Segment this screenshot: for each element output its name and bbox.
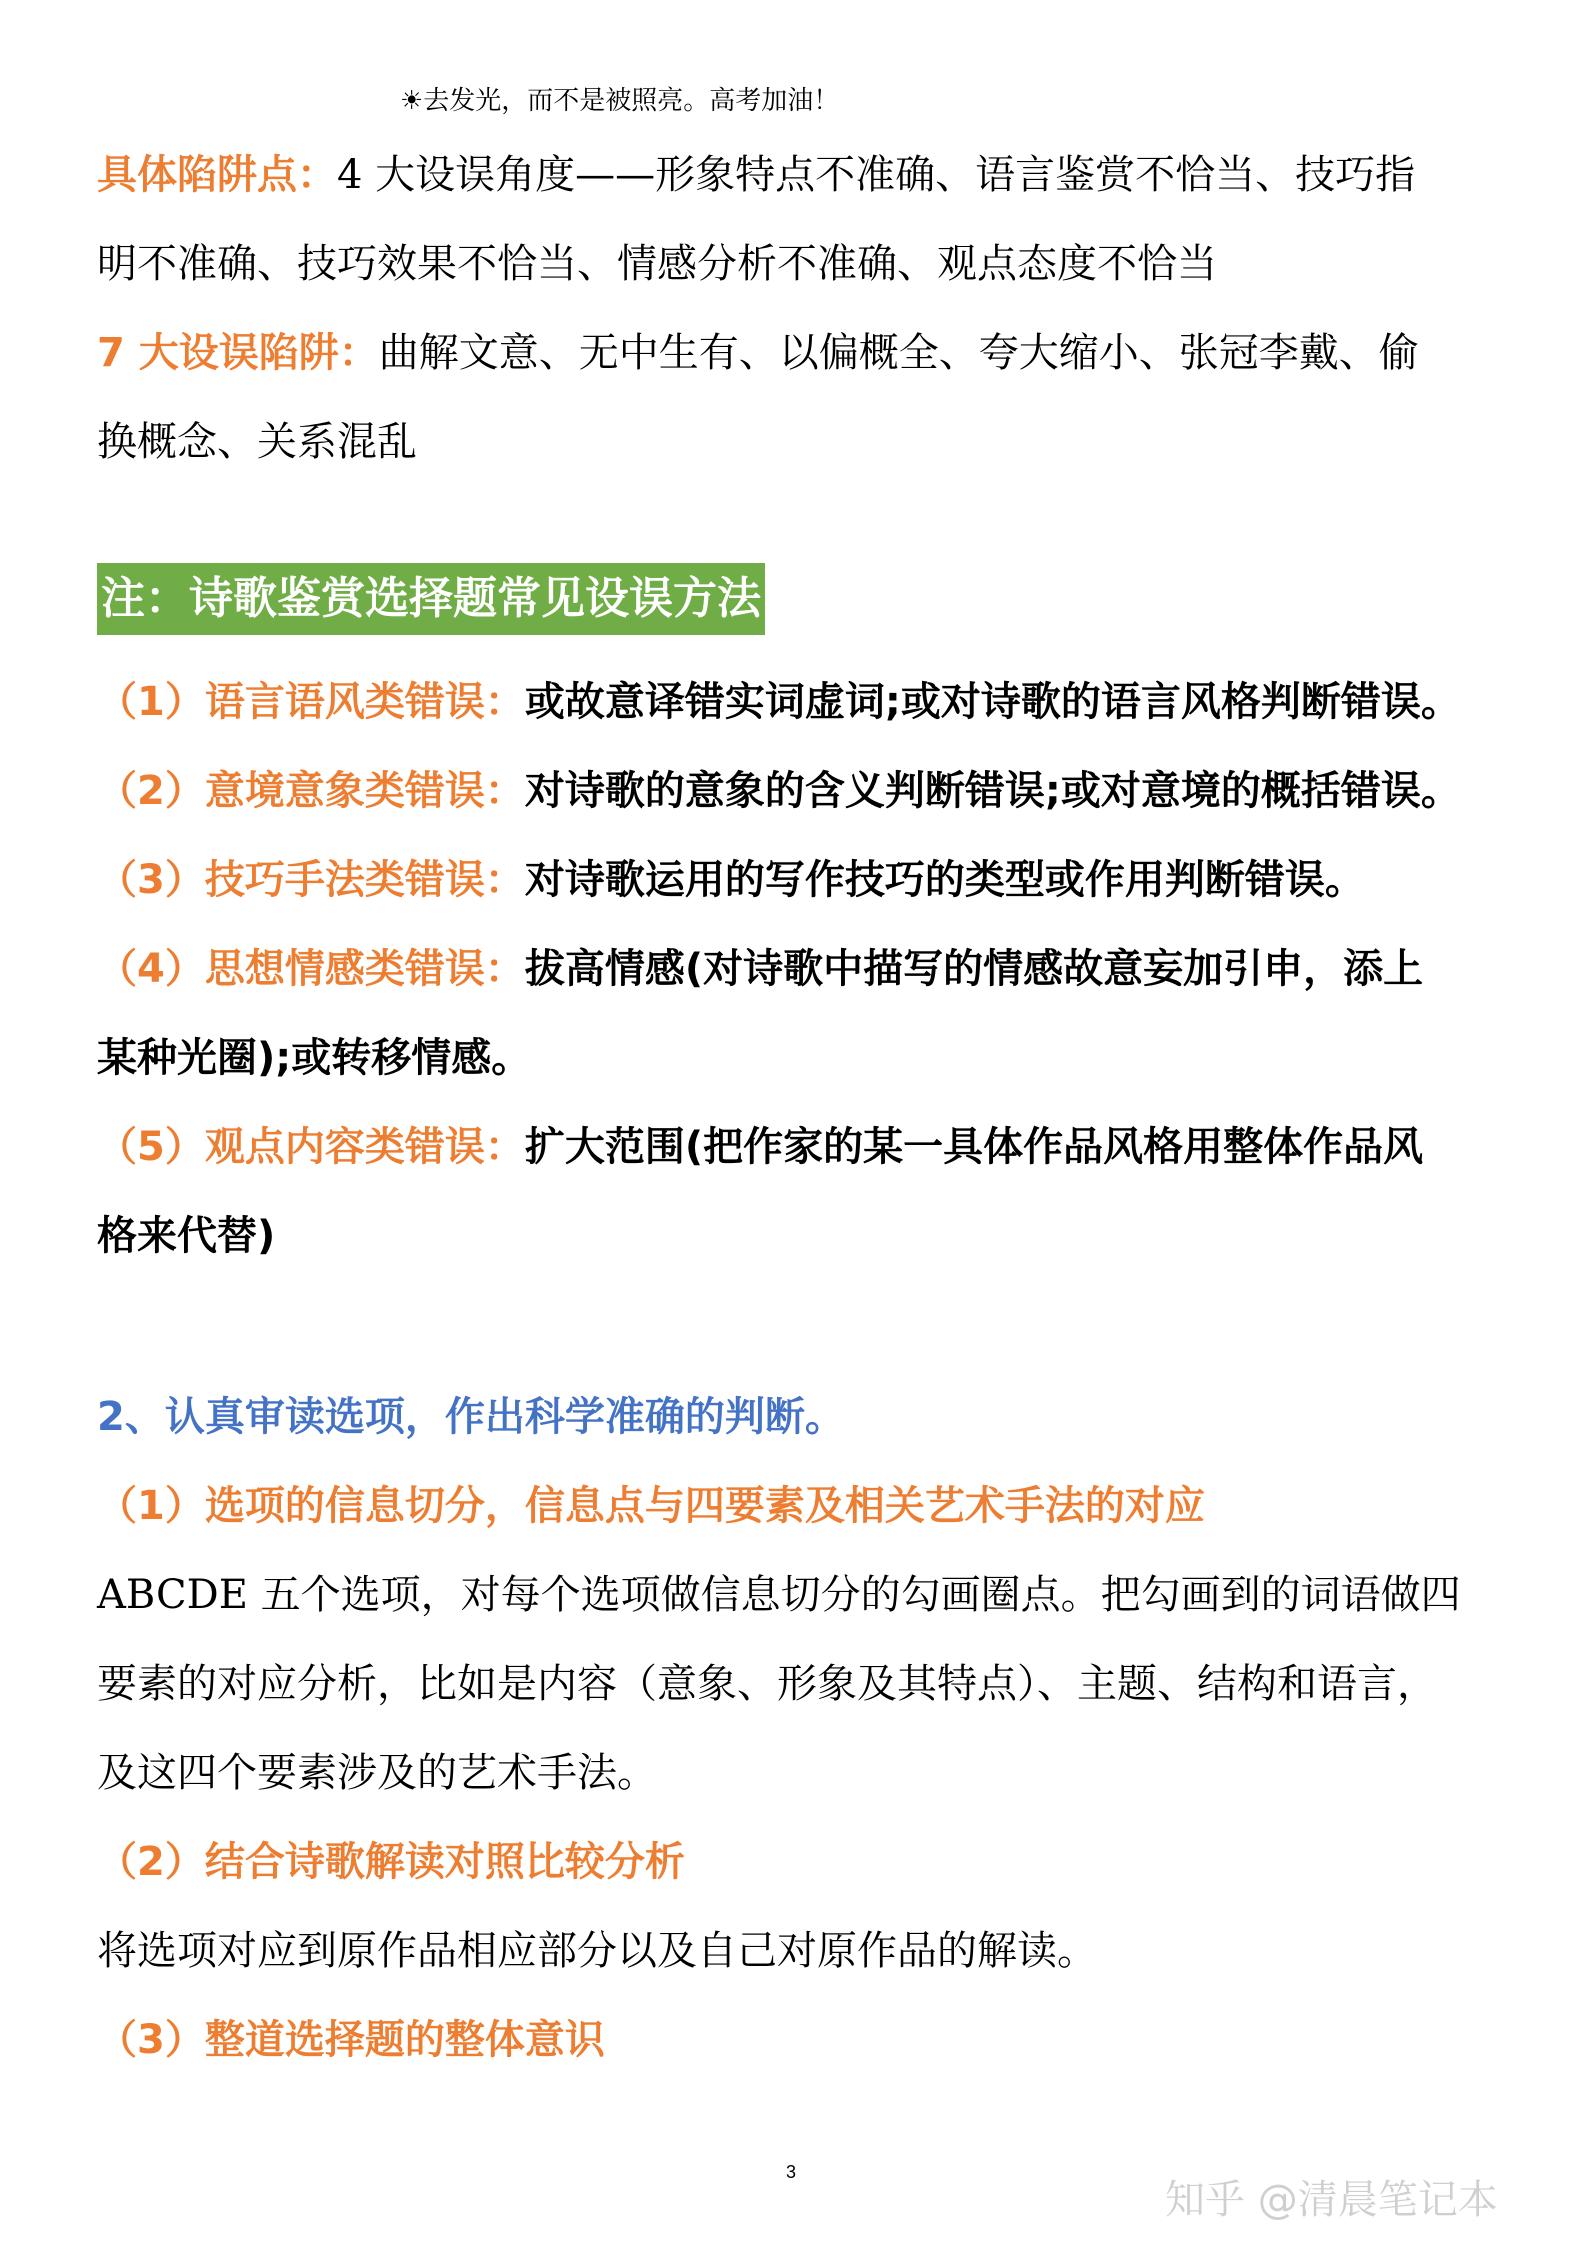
trap-line-3 [97,309,1497,398]
error-text: 拔高情感(对诗歌中描写的情感故意妄加引申，添上 [524,946,1424,992]
step2-sub2: （2）结合诗歌解读对照比较分析 [97,1839,685,1885]
trap-text-1a: 4 大设误角度——形象特点不准确、语言鉴赏不恰当、技巧指 [337,152,1416,198]
watermark: 知乎 @清晨笔记本 [1165,2177,1498,2223]
error-label: （3）技巧手法类错误： [97,857,525,903]
error-item-2 [97,747,1497,836]
section-heading: 注：诗歌鉴赏选择题常见设误方法 [97,563,765,635]
error-item-3 [97,836,1497,925]
error-text: 扩大范围(把作家的某一具体作品风格用整体作品风 [524,1124,1424,1170]
trap-label-2: 7 大设误陷阱： [97,330,379,376]
step2-sub1: （1）选项的信息切分，信息点与四要素及相关艺术手法的对应 [97,1483,1205,1529]
error-item-5-cont: 格来代替) [97,1213,276,1259]
error-item-5 [97,1103,1497,1192]
error-text: 对诗歌运用的写作技巧的类型或作用判断错误。 [524,857,1365,903]
error-text: 对诗歌的意象的含义判断错误;或对意境的概括错误。 [524,768,1461,814]
page-number: 3 [786,2162,797,2182]
step2-title: 2、认真审读选项，作出科学准确的判断。 [97,1394,845,1440]
step2-para1-line1: ABCDE 五个选项，对每个选项做信息切分的勾画圈点。把勾画到的词语做四 [97,1572,1461,1618]
trap-line-2: 明不准确、技巧效果不恰当、情感分析不准确、观点态度不恰当 [97,241,1217,287]
error-label: （4）思想情感类错误： [97,946,525,992]
error-item-1 [97,658,1497,747]
error-label: （1）语言语风类错误： [97,679,525,725]
error-item-4-cont: 某种光圈);或转移情感。 [97,1035,532,1081]
trap-line-4: 换概念、关系混乱 [97,419,417,465]
trap-label-1: 具体陷阱点： [97,152,337,198]
motto-header: ☀去发光，而不是被照亮。高考加油！ [400,86,840,116]
error-label: （5）观点内容类错误： [97,1124,525,1170]
error-label: （2）意境意象类错误： [97,768,525,814]
trap-text-2a: 曲解文意、无中生有、以偏概全、夸大缩小、张冠李戴、偷 [378,330,1419,376]
error-text: 或故意译错实词虚词;或对诗歌的语言风格判断错误。 [524,679,1461,725]
trap-line-1 [97,131,1497,220]
step2-para1-line3: 及这四个要素涉及的艺术手法。 [97,1750,657,1796]
step2-section [97,1373,1497,2085]
error-types-list [97,658,1497,1281]
step2-para2: 将选项对应到原作品相应部分以及自己对原作品的解读。 [97,1928,1097,1974]
error-item-4 [97,925,1497,1014]
trap-points-paragraph [97,131,1497,487]
step2-para1-line2: 要素的对应分析，比如是内容（意象、形象及其特点）、主题、结构和语言， [97,1661,1437,1707]
step2-sub3: （3）整道选择题的整体意识 [97,2017,605,2063]
